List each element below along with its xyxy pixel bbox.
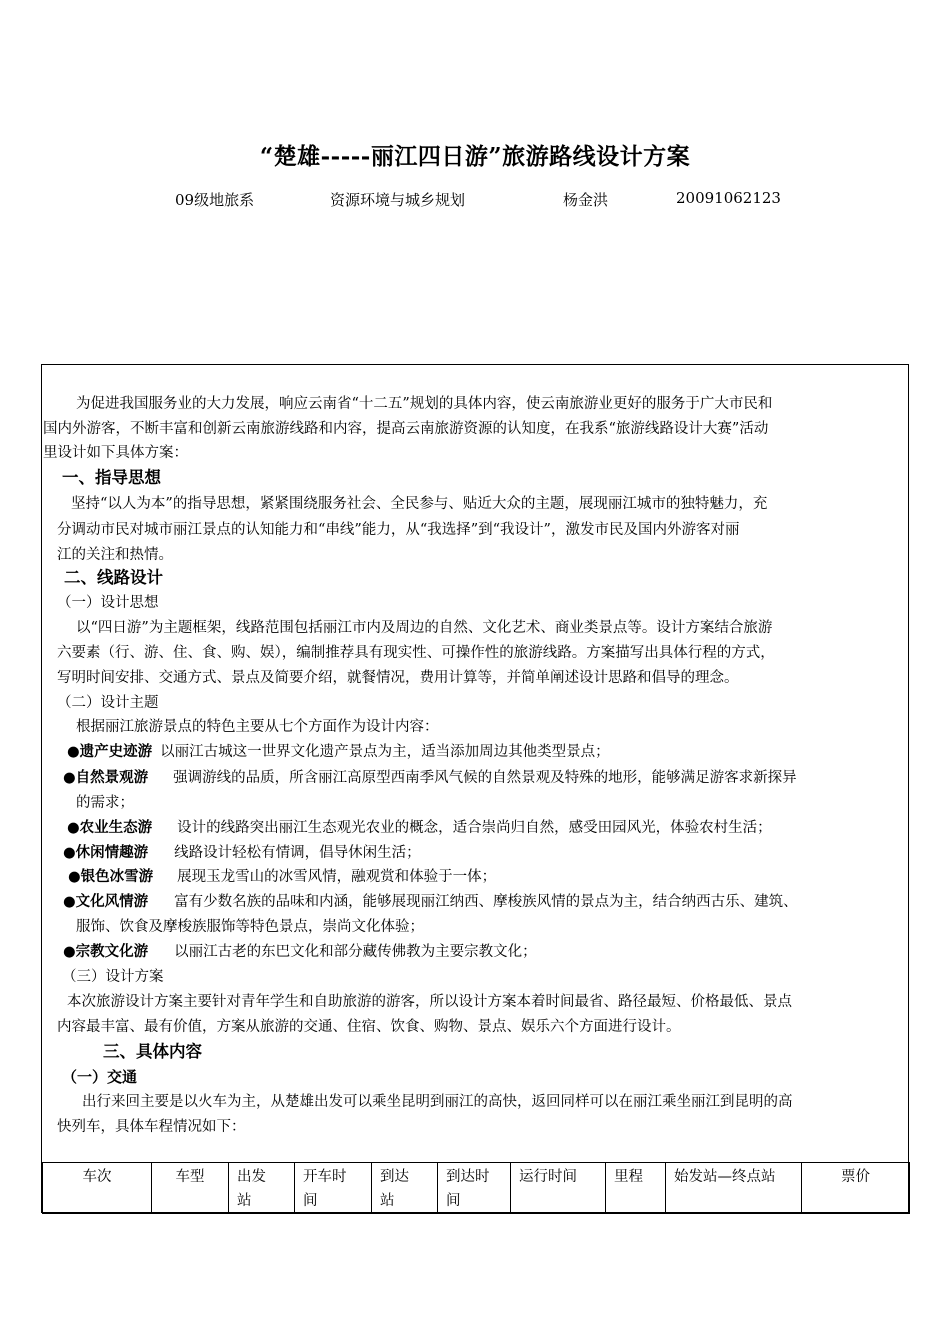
section-1-heading: 一、指导思想 xyxy=(62,468,161,487)
theme-item: ●文化风情游 富有少数名族的品味和内涵，能够展现丽江纳西、摩梭族风情的景点为主，结合纳西古乐、建筑、 xyxy=(63,893,798,910)
col-duration: 运行时间 xyxy=(511,1163,606,1214)
author-name: 杨金洪 xyxy=(563,191,609,209)
col-train-no: 车次 xyxy=(43,1163,152,1214)
theme-item-continuation: 的需求； xyxy=(76,795,134,811)
content-frame xyxy=(41,364,909,1213)
subsection-design-plan-heading: （三）设计方案 xyxy=(62,969,164,985)
col-price: 票价 xyxy=(802,1163,910,1214)
col-train-type: 车型 xyxy=(152,1163,229,1214)
design-theme-lead: 根据丽江旅游景点的特色主要从七个方面作为设计内容： xyxy=(76,719,439,735)
col-departure-station: 出发 站 xyxy=(229,1163,295,1214)
subsection-design-idea-heading: （一）设计思想 xyxy=(57,595,159,611)
author-class: 09级地旅系 xyxy=(175,191,255,209)
subsection-transport-heading: （一）交通 xyxy=(62,1068,138,1086)
col-arrival-station: 到达 站 xyxy=(372,1163,438,1214)
author-major: 资源环境与城乡规划 xyxy=(330,191,466,209)
train-schedule-table xyxy=(42,1162,910,1214)
theme-item: ●遗产史迹游 以丽江古城这一世界文化遗产景点为主，适当添加周边其他类型景点； xyxy=(67,743,610,760)
subsection-design-theme-heading: （二）设计主题 xyxy=(57,695,159,711)
theme-item: ●农业生态游 设计的线路突出丽江生态观光农业的概念，适合崇尚归自然，感受田园风光，体验农村生活； xyxy=(67,819,772,836)
section-2-heading: 二、线路设计 xyxy=(64,568,163,587)
document-title: “楚雄-----丽江四日游”旅游路线设计方案 xyxy=(259,143,691,170)
section-3-heading: 三、具体内容 xyxy=(103,1042,202,1061)
theme-item-continuation: 服饰、饮食及摩梭族服饰等特色景点，崇尚文化体验； xyxy=(76,919,424,935)
col-distance: 里程 xyxy=(606,1163,666,1214)
col-arrival-time: 到达时 间 xyxy=(438,1163,511,1214)
theme-item: ●宗教文化游 以丽江古老的东巴文化和部分藏传佛教为主要宗教文化； xyxy=(63,943,537,960)
table-header-row xyxy=(43,1163,910,1214)
theme-item: ●自然景观游 强调游线的品质，所含丽江高原型西南季风气候的自然景观及特殊的地形，能够满足游客求新探异 xyxy=(63,769,797,786)
theme-item: ●银色冰雪游 展现玉龙雪山的冰雪风情，融观赏和体验于一体； xyxy=(68,868,497,885)
theme-item: ●休闲情趣游 线路设计轻松有情调，倡导休闲生活； xyxy=(63,844,421,861)
col-departure-time: 开车时 间 xyxy=(295,1163,372,1214)
col-route: 始发站—终点站 xyxy=(666,1163,802,1214)
author-student-id: 20091062123 xyxy=(676,189,781,207)
